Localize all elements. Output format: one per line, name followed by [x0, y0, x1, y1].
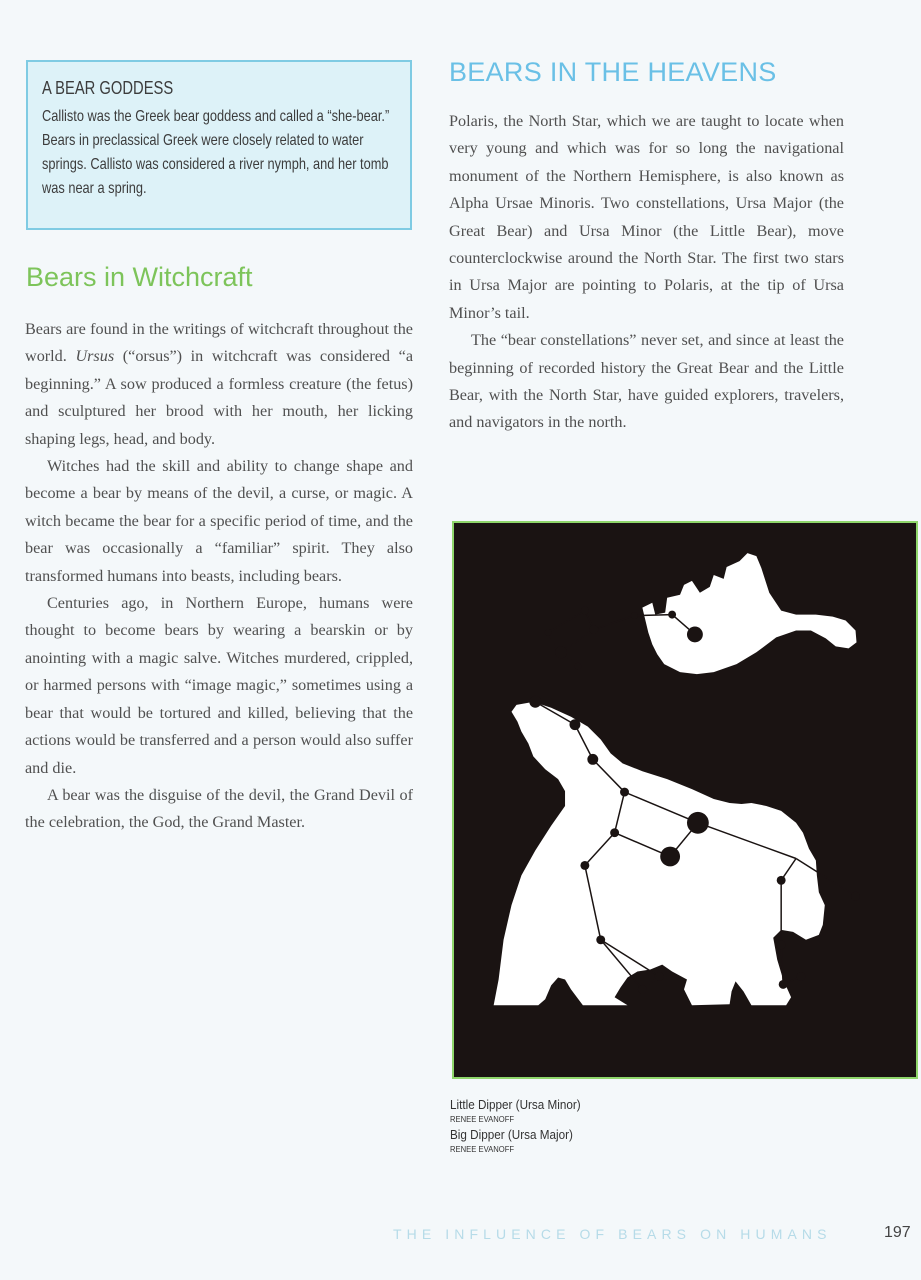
- bear-constellations-image: [454, 523, 916, 1077]
- witchcraft-paragraph-4: A bear was the disguise of the devil, the Grand Devil of the celebration, the God, the Grand Master.: [25, 785, 413, 832]
- great-bear-silhouette: [494, 702, 825, 1005]
- caption-credit: RENEE EVANOFF: [450, 1114, 515, 1124]
- text-run: Bears are found in the writings of witchcraft throughout the world.: [25, 320, 413, 366]
- page-number: 197: [884, 1224, 911, 1241]
- heavens-paragraph-2: The “bear constellations” never set, and since at least the beginning of recorded history the Great Bear and the Little Bear, with the North Star, have guided explorers, travelers, and navigators in the north.: [449, 331, 844, 432]
- heavens-paragraph-1: Polaris, the North Star, which we are taught to locate when very young and which was for so long the navigational monument of the Northern Hemisphere, is also known as Alpha Ursae Minoris. Two constellations, Ursa Major (the Great Bear) and Ursa Minor (the Little Bear), move counterclockwise around the North Star. The first two stars in Ursa Major are pointing to Polaris, at the tip of Ursa Minor’s tail.: [449, 112, 844, 322]
- caption-little-dipper: Little Dipper (Ursa Minor): [450, 1097, 581, 1112]
- sidebar-text: Callisto was the Greek bear goddess and called a “she-bear.” Bears in preclassical Greek were closely related to water springs. Callisto was considered a river nymph, and her tomb was near a spring.: [42, 108, 390, 197]
- figure-captions: [450, 1097, 595, 1157]
- sidebar-title: A BEAR GODDESS: [42, 78, 174, 98]
- sidebar-box-bear-goddess: [26, 60, 412, 230]
- witchcraft-paragraph-3: Centuries ago, in Northern Europe, humans were thought to become bears by wearing a bearskin or by anointing with a magic salve. Witches murdered, crippled, or harmed persons with “image magic,” sometimes using a bear that would be tortured and killed, believing that the actions would be transferred and a person would also suffer and die.: [25, 594, 413, 777]
- witchcraft-paragraph-1: [25, 316, 413, 453]
- running-footer-title: THE INFLUENCE OF BEARS ON HUMANS: [393, 1226, 832, 1242]
- witchcraft-body: [25, 316, 413, 837]
- heavens-body: [449, 108, 844, 437]
- section-heading-witchcraft: Bears in Witchcraft: [26, 262, 253, 292]
- text-run: (“orsus”) in witchcraft was considered “a beginning.” A sow produced a formless creature (the fetus) and sculptured her brood with her mouth, her licking shaping legs, head, and body.: [25, 347, 413, 448]
- caption-big-dipper: Big Dipper (Ursa Major): [450, 1127, 573, 1142]
- witchcraft-paragraph-2: Witches had the skill and ability to change shape and become a bear by means of the devil, a curse, or magic. A witch became the bear for a specific period of time, and the bear was occasionally a “familiar” spirit. They also transformed humans into beasts, including bears.: [25, 457, 413, 585]
- constellation-illustration: [452, 521, 918, 1079]
- italic-term: Ursus: [75, 347, 115, 366]
- polaris-star-icon: [687, 627, 703, 643]
- section-heading-heavens: BEARS IN THE HEAVENS: [449, 57, 777, 87]
- caption-credit: RENEE EVANOFF: [450, 1144, 515, 1154]
